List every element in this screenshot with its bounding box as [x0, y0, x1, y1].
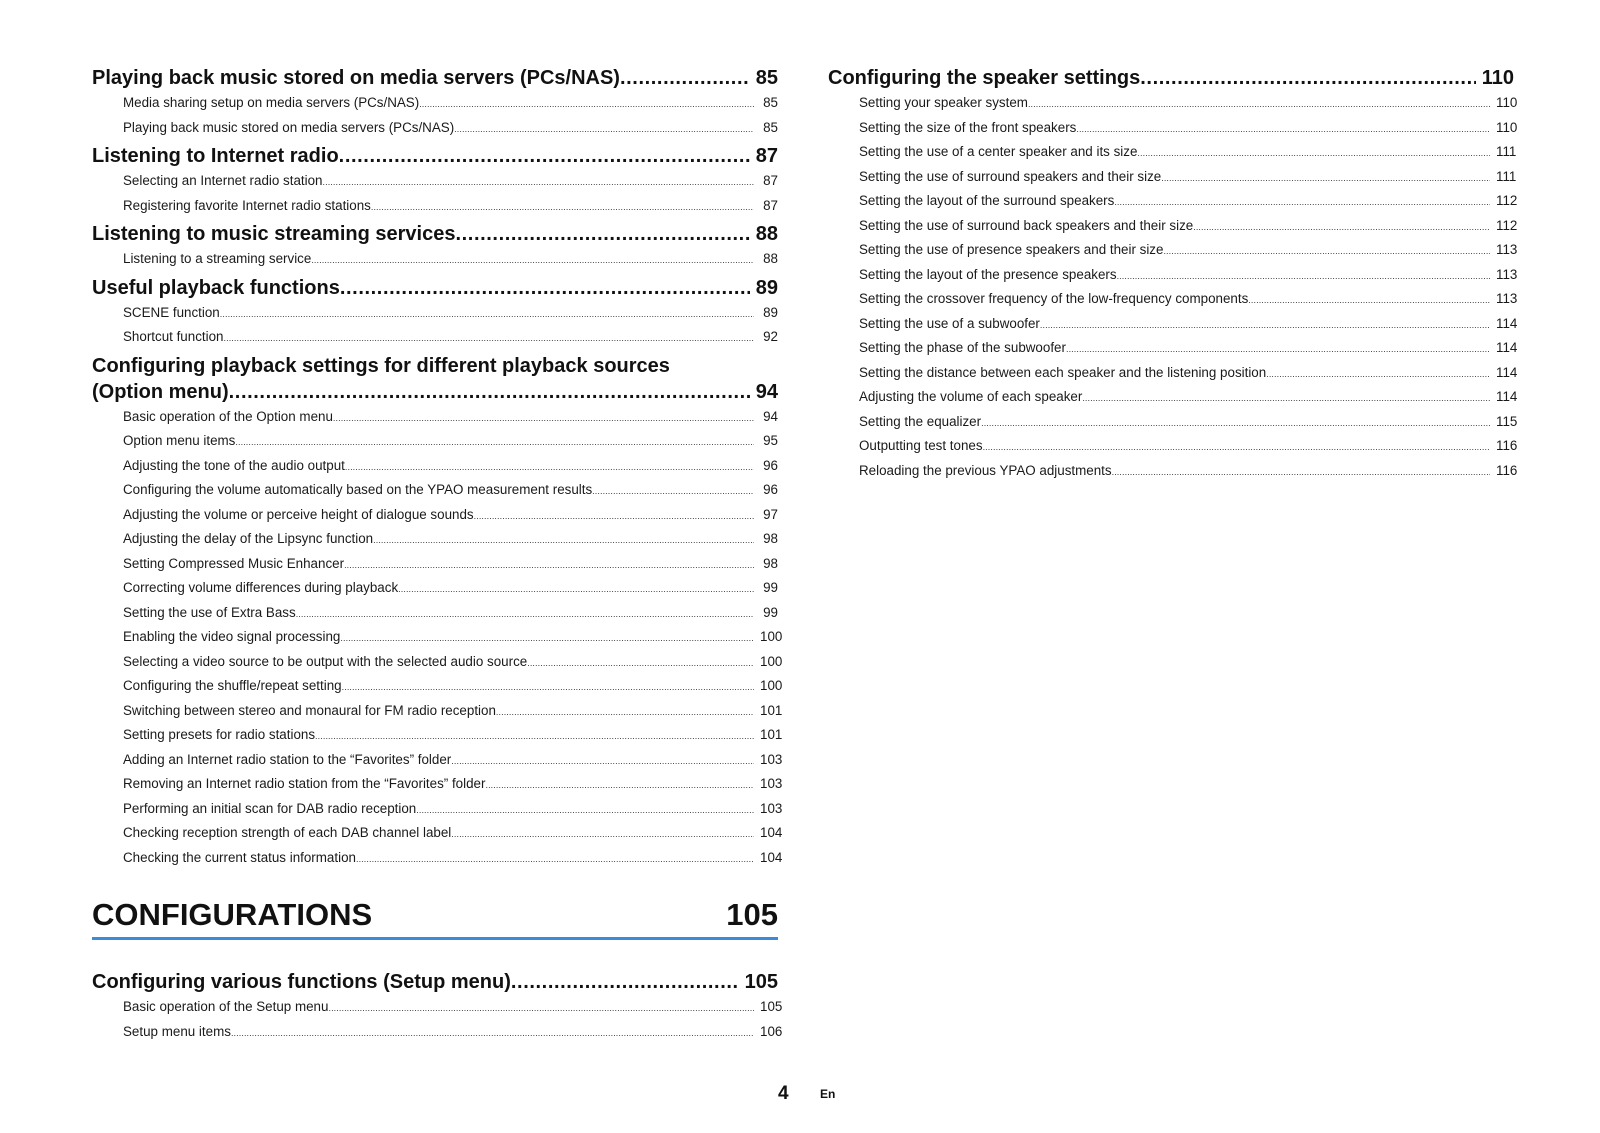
entry-page-number: 111	[1496, 168, 1517, 184]
entry-page-number: 113	[1496, 266, 1518, 282]
entry-page-number: 98	[763, 531, 778, 546]
entry-page-number: 92	[763, 329, 778, 344]
section-page-number: 87	[755, 145, 778, 167]
leader-dots	[419, 92, 754, 117]
leader-dots	[1028, 92, 1490, 117]
toc-section-title[interactable]: Listening to music streaming services ..... 88	[92, 221, 778, 247]
leader-dots	[1193, 215, 1490, 240]
toc-entry[interactable]: Setting the use of a center speaker and its size ..... 111	[828, 140, 1514, 165]
section-page-number: 105	[744, 971, 778, 993]
leader-dots	[1161, 166, 1490, 191]
entry-page-number: 100	[760, 629, 783, 644]
entry-page-number: 111	[1496, 144, 1517, 159]
toc-entry[interactable]: Selecting an Internet radio station ..... 87	[92, 169, 778, 194]
toc-section-title[interactable]: Configuring the speaker settings ..... 110	[828, 65, 1514, 91]
entry-page-number: 114	[1496, 364, 1518, 380]
toc-entry[interactable]: Enabling the video signal processing ..... 100	[92, 625, 778, 650]
leader-dots	[1040, 313, 1490, 338]
entry-page-number: 96	[763, 482, 778, 497]
toc-entry[interactable]: SCENE function ..... 89	[92, 301, 778, 326]
toc-section-title[interactable]: Configuring playback settings for different playback sources (Option menu) ..... 94	[92, 353, 778, 405]
leader-dots	[451, 749, 754, 774]
entry-page-number: 106	[760, 1023, 783, 1039]
toc-entry[interactable]: Registering favorite Internet radio stations ..... 87	[92, 194, 778, 219]
entry-page-number: 94	[763, 408, 778, 424]
leader-dots	[1117, 264, 1490, 289]
leader-dots	[340, 275, 750, 301]
toc-entry[interactable]: Configuring the volume automatically based on the YPAO measurement results ..... 96	[92, 478, 778, 503]
toc-section	[92, 966, 783, 1044]
toc-entry[interactable]: Setting your speaker system ..... 110	[828, 91, 1514, 116]
toc-right-column	[828, 62, 1518, 483]
leader-dots	[345, 455, 754, 480]
toc-entry[interactable]: Selecting a video source to be output with the selected audio source ..... 100	[92, 650, 778, 675]
leader-dots	[373, 528, 754, 553]
leader-dots	[311, 248, 754, 273]
entry-page-number: 87	[763, 173, 778, 188]
toc-entry[interactable]: Playing back music stored on media servers (PCs/NAS) ..... 85	[92, 116, 778, 141]
toc-entry[interactable]: Setting Compressed Music Enhancer ..... 98	[92, 552, 778, 577]
leader-dots	[620, 65, 750, 91]
leader-dots	[1066, 337, 1490, 362]
section-page-number: 89	[755, 276, 778, 299]
toc-section-title[interactable]: Playing back music stored on media servers (PCs/NAS) ..... 85	[92, 65, 778, 91]
toc-entry[interactable]: Media sharing setup on media servers (PCs/NAS) ..... 85	[92, 91, 778, 116]
toc-entry[interactable]: Adjusting the tone of the audio output ..... 96	[92, 454, 778, 479]
leader-dots	[356, 847, 754, 872]
leader-dots	[496, 700, 754, 725]
entry-page-number: 114	[1496, 389, 1518, 404]
entry-page-number: 104	[760, 825, 783, 840]
entry-page-number: 114	[1496, 340, 1518, 355]
toc-entry[interactable]: Option menu items ..... 95	[92, 429, 778, 454]
entry-page-number: 100	[760, 653, 783, 669]
leader-dots	[1114, 190, 1490, 215]
toc-entry[interactable]: Setting the equalizer ..... 115	[828, 410, 1514, 435]
leader-dots	[371, 195, 754, 220]
leader-dots	[1112, 460, 1490, 485]
entry-page-number: 113	[1496, 242, 1518, 257]
entry-page-number: 95	[763, 433, 778, 448]
toc-entry[interactable]: Configuring the shuffle/repeat setting ..... 100	[92, 674, 778, 699]
leader-dots	[220, 302, 754, 327]
toc-section	[92, 275, 778, 350]
toc-entry[interactable]: Basic operation of the Option menu ..... 94	[92, 405, 778, 430]
entry-page-number: 103	[760, 751, 783, 767]
toc-entry[interactable]: Performing an initial scan for DAB radio reception ..... 103	[92, 797, 778, 822]
chapter-heading[interactable]	[92, 895, 778, 940]
toc-entry[interactable]: Removing an Internet radio station from the “Favorites” folder ..... 103	[92, 772, 778, 797]
toc-entry[interactable]: Checking reception strength of each DAB channel label ..... 104	[92, 821, 778, 846]
toc-section	[92, 143, 778, 218]
leader-dots	[344, 553, 754, 578]
toc-entry[interactable]: Setting the size of the front speakers ..... 110	[828, 116, 1514, 141]
toc-section	[92, 221, 778, 272]
leader-dots	[1163, 239, 1490, 264]
toc-entry[interactable]: Adjusting the volume or perceive height of dialogue sounds ..... 97	[92, 503, 778, 528]
entry-page-number: 97	[763, 506, 778, 522]
entry-page-number: 104	[760, 849, 783, 865]
leader-dots	[231, 1021, 754, 1046]
toc-section	[92, 65, 778, 140]
section-page-number: 110	[1481, 67, 1514, 89]
entry-page-number: 98	[763, 555, 778, 571]
leader-dots	[474, 504, 754, 529]
toc-entry[interactable]: Setting the layout of the surround speakers ..... 112	[828, 189, 1514, 214]
leader-dots	[323, 170, 755, 195]
leader-dots	[592, 479, 754, 504]
leader-dots	[342, 675, 754, 700]
leader-dots	[224, 326, 755, 351]
leader-dots	[455, 221, 749, 247]
leader-dots	[398, 577, 754, 602]
leader-dots	[454, 117, 754, 142]
entry-page-number: 114	[1496, 315, 1518, 331]
toc-entry[interactable]: Setting the use of surround speakers and their size ..... 111	[828, 165, 1514, 190]
entry-page-number: 112	[1496, 193, 1518, 208]
leader-dots	[527, 651, 754, 676]
toc-section-title[interactable]: Useful playback functions ..... 89	[92, 275, 778, 301]
section-page-number: 94	[755, 380, 778, 403]
leader-dots	[1076, 117, 1490, 142]
entry-page-number: 110	[1496, 95, 1518, 110]
entry-page-number: 115	[1496, 413, 1518, 429]
entry-page-number: 99	[763, 580, 778, 595]
leader-dots	[511, 969, 739, 995]
entry-page-number: 116	[1496, 438, 1518, 453]
toc-entry[interactable]: Adjusting the volume of each speaker ..... 114	[828, 385, 1514, 410]
toc-section	[828, 65, 1518, 483]
toc-entry[interactable]: Basic operation of the Setup menu ..... 105	[92, 995, 778, 1020]
toc-entry[interactable]: Setting the use of presence speakers and their size ..... 113	[828, 238, 1514, 263]
entry-page-number: 96	[763, 457, 778, 473]
toc-entry[interactable]: Reloading the previous YPAO adjustments ..... 116	[828, 459, 1514, 484]
toc-entry[interactable]: Switching between stereo and monaural for FM radio reception ..... 101	[92, 699, 778, 724]
leader-dots	[296, 602, 754, 627]
chapter-page-number: 105	[726, 897, 778, 932]
leader-dots	[340, 626, 754, 651]
leader-dots	[1082, 386, 1490, 411]
leader-dots	[1248, 288, 1490, 313]
leader-dots	[981, 411, 1490, 436]
entry-page-number: 101	[760, 702, 783, 718]
entry-page-number: 103	[760, 776, 783, 791]
entry-page-number: 105	[760, 999, 783, 1014]
toc-entry[interactable]: Setting the use of Extra Bass ..... 99	[92, 601, 778, 626]
toc-entry[interactable]: Setting the use of a subwoofer ..... 114	[828, 312, 1514, 337]
leader-dots	[1137, 141, 1490, 166]
chapter-title: CONFIGURATIONS	[92, 897, 373, 932]
leader-dots	[416, 798, 754, 823]
entry-page-number: 113	[1496, 291, 1518, 306]
toc-section-title[interactable]: Listening to Internet radio ..... 87	[92, 143, 778, 169]
leader-dots	[315, 724, 754, 749]
entry-page-number: 110	[1496, 119, 1518, 135]
toc-entry[interactable]: Setting the use of surround back speakers and their size ..... 112	[828, 214, 1514, 239]
leader-dots	[229, 379, 750, 405]
toc-entry[interactable]: Setting the layout of the presence speakers ..... 113	[828, 263, 1514, 288]
section-page-number: 88	[755, 223, 778, 245]
leader-dots	[333, 406, 754, 431]
toc-entry[interactable]: Setting the phase of the subwoofer ..... 114	[828, 336, 1514, 361]
toc-entry[interactable]: Setup menu items ..... 106	[92, 1020, 778, 1045]
leader-dots	[235, 430, 754, 455]
entry-page-number: 89	[763, 304, 778, 320]
entry-page-number: 88	[763, 251, 778, 266]
leader-dots	[1266, 362, 1490, 387]
toc-section-title[interactable]: Configuring various functions (Setup menu) ..... 105	[92, 969, 778, 995]
entry-page-number: 116	[1496, 462, 1518, 478]
toc-entry[interactable]: Setting the distance between each speaker and the listening position ..... 114	[828, 361, 1514, 386]
entry-page-number: 103	[760, 800, 783, 816]
leader-dots	[983, 435, 1490, 460]
toc-entry[interactable]: Setting presets for radio stations ..... 101	[92, 723, 778, 748]
page-number: 4	[778, 1083, 789, 1104]
entry-page-number: 87	[763, 197, 778, 213]
toc-entry[interactable]: Correcting volume differences during playback ..... 99	[92, 576, 778, 601]
leader-dots	[328, 996, 754, 1021]
entry-page-number: 112	[1496, 217, 1518, 233]
entry-page-number: 99	[763, 604, 778, 620]
leader-dots	[451, 822, 754, 847]
toc-left-column	[92, 62, 783, 870]
language-label: En	[820, 1087, 836, 1101]
entry-page-number: 85	[763, 95, 778, 110]
toc-entry[interactable]: Adjusting the delay of the Lipsync function ..... 98	[92, 527, 778, 552]
leader-dots	[339, 143, 750, 169]
toc-entry[interactable]: Setting the crossover frequency of the low-frequency components ..... 113	[828, 287, 1514, 312]
section-page-number: 85	[755, 67, 778, 89]
entry-page-number: 100	[760, 678, 783, 693]
toc-entry[interactable]: Checking the current status information ..... 104	[92, 846, 778, 871]
toc-section	[92, 353, 783, 871]
leader-dots	[1140, 65, 1475, 91]
entry-page-number: 101	[760, 727, 783, 742]
toc-entry[interactable]: Listening to a streaming service ..... 88	[92, 247, 778, 272]
toc-entry[interactable]: Outputting test tones ..... 116	[828, 434, 1514, 459]
entry-page-number: 85	[763, 119, 778, 135]
toc-entry[interactable]: Adding an Internet radio station to the “Favorites” folder ..... 103	[92, 748, 778, 773]
leader-dots	[485, 773, 754, 798]
toc-entry[interactable]: Shortcut function ..... 92	[92, 325, 778, 350]
